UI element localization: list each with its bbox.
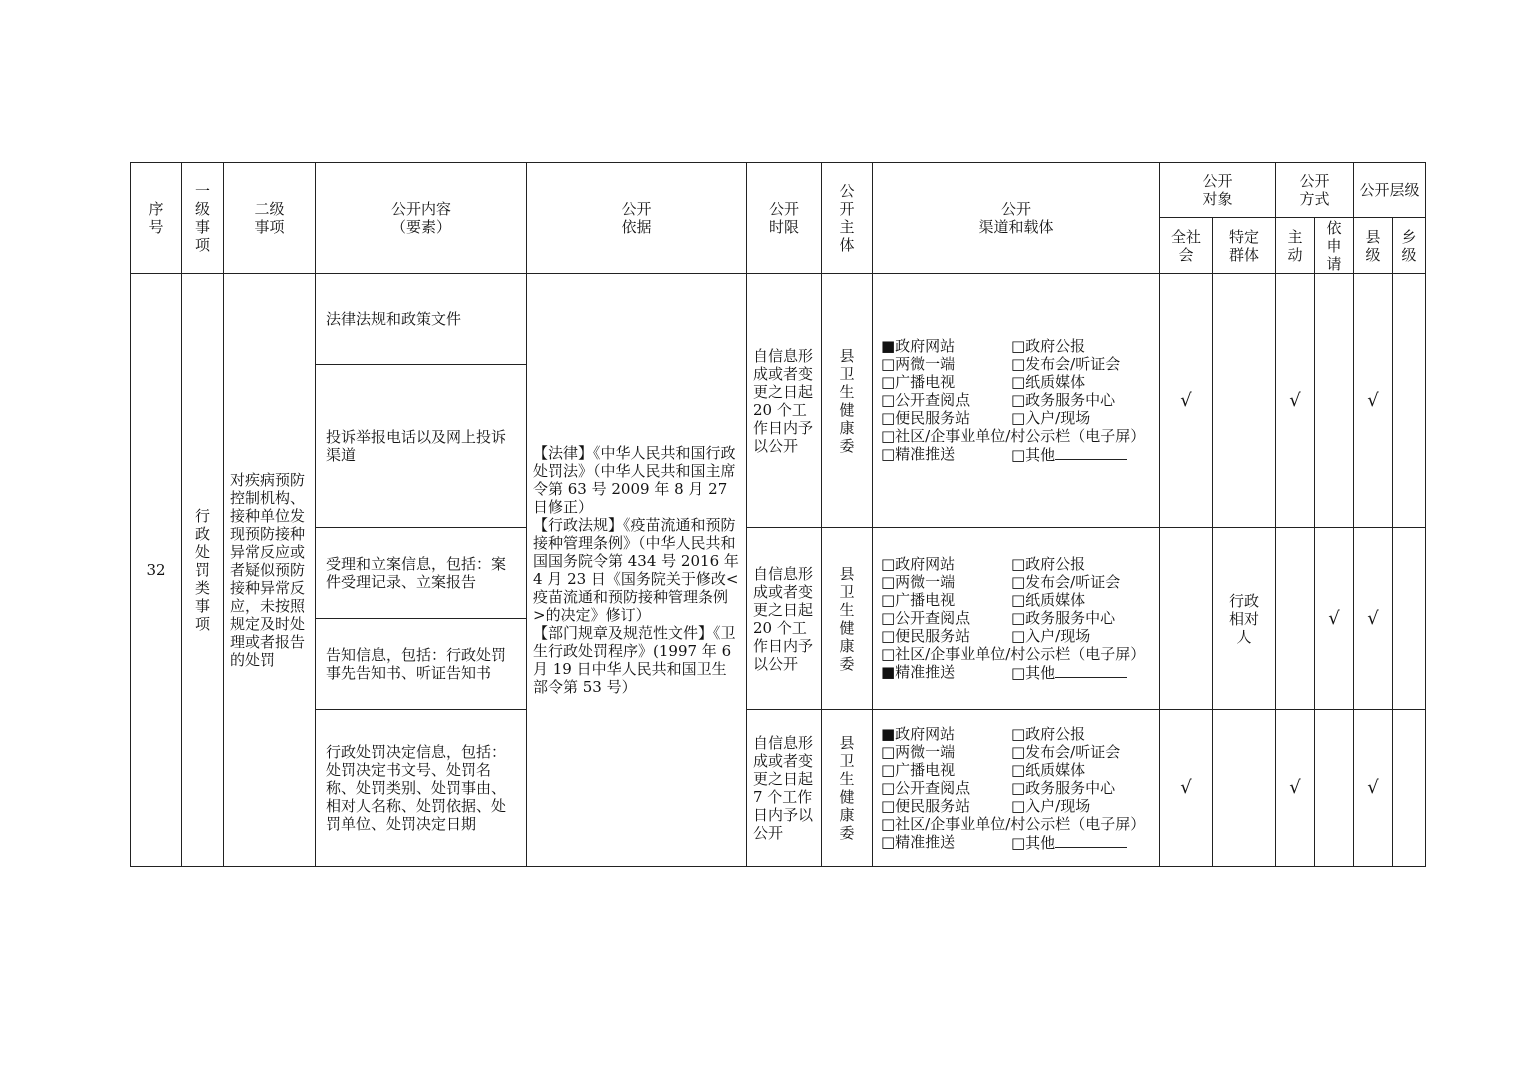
channel-tv: □广播电视 bbox=[881, 760, 956, 779]
header-basis: 公开 依据 bbox=[527, 163, 747, 274]
check-mode-request: √ bbox=[1315, 528, 1354, 710]
check-target-all bbox=[1160, 528, 1213, 710]
content-item: 告知信息，包括：行政处罚事先告知书、听证告知书 bbox=[316, 619, 527, 710]
channel-reading: □公开查阅点 bbox=[881, 778, 971, 797]
check-target-specific: 行政相对人 bbox=[1213, 528, 1276, 710]
channel-press: □发布会/听证会 bbox=[1011, 573, 1121, 591]
check-layer-county: √ bbox=[1354, 274, 1393, 528]
cell-subject: 县卫生健康委 bbox=[822, 710, 873, 867]
channel-push: ■精准推送 bbox=[881, 663, 956, 681]
disclosure-table bbox=[130, 162, 1426, 867]
basis-regulation: 【行政法规】《疫苗流通和预防接种管理条例》（中华人民共和国国务院令第 434 号 2016 年 4 月 23 日《国务院关于修改<疫苗流通和预防接种管理条例>的决定》修订） bbox=[533, 516, 739, 624]
header-seq: 序号 bbox=[131, 163, 182, 274]
channel-paper: □纸质媒体 bbox=[1011, 373, 1086, 391]
channel-community: □社区/企事业单位/村公示栏（电子屏） bbox=[881, 645, 1146, 663]
cell-channels bbox=[873, 528, 1160, 710]
channel-two-wei: □两微一端 bbox=[881, 742, 956, 761]
channel-gov-gazette: □政府公报 bbox=[1011, 337, 1086, 355]
channel-push: □精准推送 bbox=[881, 832, 956, 851]
channel-two-wei: □两微一端 bbox=[881, 355, 956, 373]
channel-service-center: □政务服务中心 bbox=[1011, 391, 1116, 409]
channel-tv: □广播电视 bbox=[881, 591, 956, 609]
basis-rule: 【部门规章及规范性文件】《卫生行政处罚程序》(1997 年 6 月 19 日中华人民共和国卫生部令第 53 号） bbox=[533, 624, 736, 696]
channel-gov-gazette: □政府公报 bbox=[1011, 724, 1086, 743]
channel-other: □其他 bbox=[1011, 833, 1151, 852]
channel-two-wei: □两微一端 bbox=[881, 573, 956, 591]
cell-time-limit: 自信息形成或者变更之日起 20 个工作日内予以公开 bbox=[747, 528, 822, 710]
channel-service-station: □便民服务站 bbox=[881, 627, 971, 645]
content-item: 法律法规和政策文件 bbox=[316, 274, 527, 365]
channel-service-center: □政务服务中心 bbox=[1011, 778, 1116, 797]
header-level2: 二级事项 bbox=[224, 163, 316, 274]
header-mode-request: 依申请 bbox=[1315, 218, 1354, 274]
channel-paper: □纸质媒体 bbox=[1011, 760, 1086, 779]
channel-gov-site: ■政府网站 bbox=[881, 337, 956, 355]
channel-paper: □纸质媒体 bbox=[1011, 591, 1086, 609]
channel-service-station: □便民服务站 bbox=[881, 409, 971, 427]
cell-level1: 行政处罚类事项 bbox=[182, 274, 224, 867]
header-channel: 公开 渠道和载体 bbox=[873, 163, 1160, 274]
channel-onsite: □入户/现场 bbox=[1011, 796, 1091, 815]
check-target-specific bbox=[1213, 710, 1276, 867]
channel-onsite: □入户/现场 bbox=[1011, 409, 1091, 427]
check-target-all: √ bbox=[1160, 274, 1213, 528]
channel-push: □精准推送 bbox=[881, 445, 956, 463]
check-mode-active bbox=[1276, 528, 1315, 710]
channel-gov-site: □政府网站 bbox=[881, 555, 956, 573]
check-target-all: √ bbox=[1160, 710, 1213, 867]
channel-service-center: □政务服务中心 bbox=[1011, 609, 1116, 627]
channel-reading: □公开查阅点 bbox=[881, 609, 971, 627]
cell-basis bbox=[527, 274, 747, 867]
channel-other: □其他 bbox=[1011, 663, 1151, 682]
check-mode-request bbox=[1315, 710, 1354, 867]
channel-press: □发布会/听证会 bbox=[1011, 355, 1121, 373]
channel-onsite: □入户/现场 bbox=[1011, 627, 1091, 645]
check-target-specific bbox=[1213, 274, 1276, 528]
cell-seq: 32 bbox=[131, 274, 182, 867]
channel-tv: □广播电视 bbox=[881, 373, 956, 391]
check-layer-town bbox=[1393, 274, 1426, 528]
header-subject: 公开主体 bbox=[822, 163, 873, 274]
check-mode-active: √ bbox=[1276, 710, 1315, 867]
header-target-specific: 特定群体 bbox=[1213, 218, 1276, 274]
header-layer: 公开层级 bbox=[1354, 163, 1426, 218]
content-item: 行政处罚决定信息，包括：处罚决定书文号、处罚名称、处罚类别、处罚事由、相对人名称、处罚依据、处罚单位、处罚决定日期 bbox=[316, 710, 527, 867]
header-mode-active: 主动 bbox=[1276, 218, 1315, 274]
cell-time-limit: 自信息形成或者变更之日起 20 个工作日内予以公开 bbox=[747, 274, 822, 528]
channel-press: □发布会/听证会 bbox=[1011, 742, 1121, 761]
check-mode-active: √ bbox=[1276, 274, 1315, 528]
cell-subject: 县卫生健康委 bbox=[822, 528, 873, 710]
cell-level2: 对疾病预防控制机构、接种单位发现预防接种异常反应或者疑似预防接种异常反应，未按照规定及时处理或者报告的处罚 bbox=[224, 274, 316, 867]
cell-subject: 县卫生健康委 bbox=[822, 274, 873, 528]
channel-community: □社区/企事业单位/村公示栏（电子屏） bbox=[881, 814, 1146, 833]
header-layer-town: 乡级 bbox=[1393, 218, 1426, 274]
header-mode: 公开 方式 bbox=[1276, 163, 1354, 218]
check-mode-request bbox=[1315, 274, 1354, 528]
check-layer-county: √ bbox=[1354, 710, 1393, 867]
content-item: 投诉举报电话以及网上投诉渠道 bbox=[316, 365, 527, 528]
check-layer-county: √ bbox=[1354, 528, 1393, 710]
header-target: 公开 对象 bbox=[1160, 163, 1276, 218]
basis-law: 【法律】《中华人民共和国行政处罚法》（中华人民共和国主席令第 63 号 2009 年 8 月 27 日修正） bbox=[533, 444, 736, 516]
header-target-all: 全社会 bbox=[1160, 218, 1213, 274]
channel-community: □社区/企事业单位/村公示栏（电子屏） bbox=[881, 427, 1146, 445]
cell-channels bbox=[873, 710, 1160, 867]
content-item: 受理和立案信息，包括：案件受理记录、立案报告 bbox=[316, 528, 527, 619]
channel-gov-site: ■政府网站 bbox=[881, 724, 956, 743]
cell-time-limit: 自信息形成或者变更之日起 7 个工作日内予以公开 bbox=[747, 710, 822, 867]
channel-gov-gazette: □政府公报 bbox=[1011, 555, 1086, 573]
channel-reading: □公开查阅点 bbox=[881, 391, 971, 409]
header-layer-county: 县级 bbox=[1354, 218, 1393, 274]
header-level1: 一级事项 bbox=[182, 163, 224, 274]
channel-other: □其他 bbox=[1011, 445, 1151, 464]
header-time-limit: 公开 时限 bbox=[747, 163, 822, 274]
cell-channels bbox=[873, 274, 1160, 528]
check-layer-town bbox=[1393, 710, 1426, 867]
channel-service-station: □便民服务站 bbox=[881, 796, 971, 815]
check-layer-town bbox=[1393, 528, 1426, 710]
header-content: 公开内容 （要素） bbox=[316, 163, 527, 274]
